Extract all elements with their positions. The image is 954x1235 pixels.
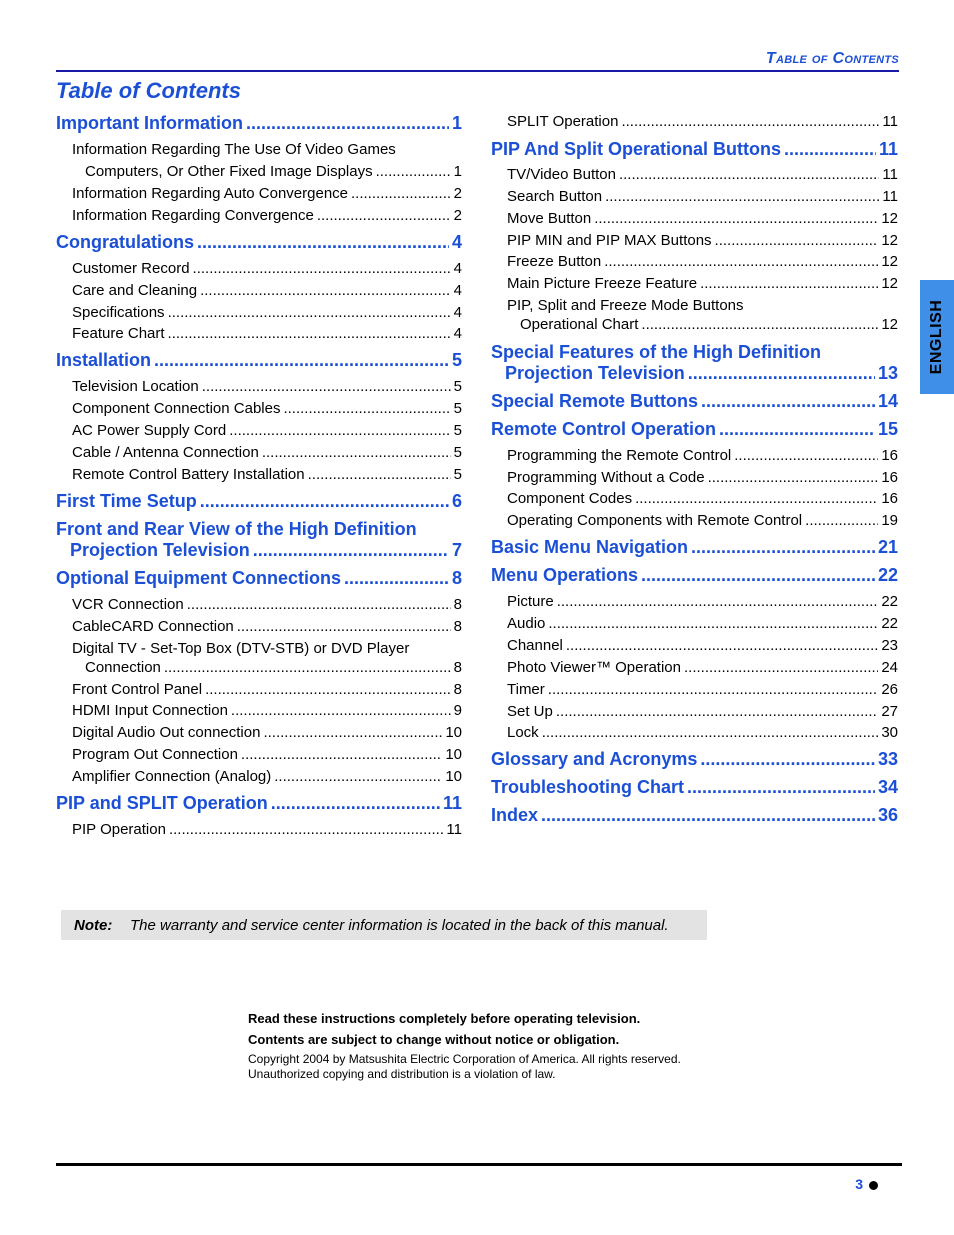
- language-tab: [920, 280, 954, 394]
- toc-page-number: 23: [881, 637, 898, 654]
- toc-entry[interactable]: [507, 447, 898, 467]
- footer-copyright: Copyright 2004 by Matsushita Electric Corporation of America. All rights reserved.: [248, 1052, 681, 1066]
- toc-leader-dots: [715, 232, 879, 249]
- toc-entry[interactable]: [72, 596, 462, 616]
- toc-page-number: 12: [881, 316, 898, 333]
- toc-leader-dots: [344, 568, 449, 589]
- toc-page-number: 5: [453, 378, 462, 395]
- toc-title: SPLIT Operation: [507, 113, 619, 130]
- toc-page-number: 8: [453, 618, 462, 635]
- toc-entry[interactable]: [507, 188, 898, 208]
- toc-page-number: 4: [453, 304, 462, 321]
- toc-title: CableCARD Connection: [72, 618, 234, 635]
- toc-leader-dots: [805, 512, 878, 529]
- toc-title: Audio: [507, 615, 546, 632]
- toc-title: Photo Viewer™ Operation: [507, 659, 681, 676]
- toc-page-number: 11: [882, 166, 898, 183]
- toc-leader-dots: [317, 207, 451, 224]
- toc-leader-dots: [688, 363, 875, 384]
- bottom-rule: [56, 1163, 902, 1166]
- toc-entry[interactable]: [72, 768, 462, 788]
- footer-instructions: Read these instructions completely before operating television.: [248, 1011, 641, 1026]
- toc-entry[interactable]: [72, 378, 462, 398]
- toc-leader-dots: [621, 113, 879, 130]
- toc-page-number: 5: [451, 350, 462, 370]
- note-text: The warranty and service center information is located in the back of this manual.: [130, 916, 669, 934]
- toc-entry[interactable]: [507, 232, 898, 252]
- toc-entry[interactable]: [72, 681, 462, 701]
- toc-title: Program Out Connection: [72, 746, 238, 763]
- toc-page-number: 11: [442, 793, 462, 813]
- toc-entry[interactable]: [72, 325, 462, 345]
- note-label: Note:: [74, 916, 113, 934]
- toc-leader-dots: [641, 316, 878, 333]
- toc-page-number: 9: [453, 702, 462, 719]
- toc-page-number: 12: [881, 253, 898, 270]
- toc-title: PIP and SPLIT Operation: [56, 793, 268, 813]
- toc-title: Optional Equipment Connections: [56, 568, 341, 588]
- toc-entry[interactable]: [507, 703, 898, 723]
- toc-page-number: 22: [877, 565, 898, 585]
- toc-title: Information Regarding Convergence: [72, 207, 314, 224]
- toc-page-number: 5: [453, 444, 462, 461]
- toc-page-number: 11: [446, 821, 462, 838]
- toc-title: TV/Video Button: [507, 166, 616, 183]
- running-head: Table of Contents: [56, 50, 899, 72]
- toc-leader-dots: [566, 637, 878, 654]
- toc-page-number: 10: [445, 724, 462, 741]
- toc-heading[interactable]: [491, 565, 898, 587]
- toc-page-number: 5: [453, 400, 462, 417]
- toc-heading[interactable]: [491, 139, 898, 161]
- toc-entry[interactable]: [507, 615, 898, 635]
- toc-leader-dots: [376, 163, 451, 180]
- toc-title: Feature Chart: [72, 325, 165, 342]
- toc-leader-dots: [229, 422, 450, 439]
- toc-entry[interactable]: [507, 512, 898, 532]
- toc-title: Picture: [507, 593, 554, 610]
- toc-heading[interactable]: [56, 113, 462, 135]
- toc-heading-line: Special Features of the High Definition: [491, 342, 822, 362]
- toc-page-number: 4: [453, 325, 462, 342]
- toc-title: HDMI Input Connection: [72, 702, 228, 719]
- toc-leader-dots: [351, 185, 451, 202]
- toc-title: VCR Connection: [72, 596, 184, 613]
- toc-title: Set Up: [507, 703, 553, 720]
- toc-page-number: 16: [881, 447, 898, 464]
- toc-entry[interactable]: [72, 724, 462, 744]
- toc-page-number: 8: [453, 596, 462, 613]
- toc-title: Remote Control Battery Installation: [72, 466, 305, 483]
- toc-title: Search Button: [507, 188, 603, 205]
- toc-title: Basic Menu Navigation: [491, 537, 689, 557]
- toc-entry[interactable]: [72, 282, 462, 302]
- toc-title: Television Location: [72, 378, 199, 395]
- toc-leader-dots: [168, 325, 451, 342]
- toc-leader-dots: [200, 282, 451, 299]
- toc-title: Special Remote Buttons: [491, 391, 699, 411]
- toc-entry[interactable]: [507, 681, 898, 701]
- toc-page-number: 27: [881, 703, 898, 720]
- toc-heading[interactable]: [70, 540, 462, 562]
- toc-entry[interactable]: [507, 724, 898, 744]
- toc-title: Amplifier Connection (Analog): [72, 768, 272, 785]
- toc-leader-dots: [271, 793, 440, 814]
- toc-leader-dots: [548, 681, 879, 698]
- toc-title: PIP MIN and PIP MAX Buttons: [507, 232, 712, 249]
- toc-leader-dots: [684, 659, 878, 676]
- toc-leader-dots: [594, 210, 878, 227]
- toc-title: Menu Operations: [491, 565, 639, 585]
- toc-entry[interactable]: [507, 659, 898, 679]
- toc-title: Component Connection Cables: [72, 400, 281, 417]
- toc-page-number: 34: [877, 777, 898, 797]
- toc-entry[interactable]: [520, 316, 898, 336]
- page-title: Table of Contents: [56, 78, 241, 103]
- toc-title: Connection: [85, 659, 161, 676]
- toc-leader-dots: [263, 724, 442, 741]
- toc-entry[interactable]: [85, 659, 462, 679]
- toc-title: Move Button: [507, 210, 592, 227]
- toc-page-number: 6: [451, 491, 462, 511]
- toc-page-number: 12: [881, 232, 898, 249]
- note-box: [61, 910, 707, 940]
- language-tab-label: ENGLISH: [928, 299, 945, 375]
- toc-heading[interactable]: [56, 793, 462, 815]
- toc-title: Programming Without a Code: [507, 469, 705, 486]
- toc-page-number: 4: [451, 232, 462, 252]
- toc-page-number: 24: [881, 659, 898, 676]
- toc-leader-dots: [556, 703, 878, 720]
- toc-leader-dots: [202, 378, 451, 395]
- toc-leader-dots: [548, 615, 878, 632]
- toc-leader-dots: [262, 444, 451, 461]
- toc-title: Installation: [56, 350, 152, 370]
- toc-leader-dots: [231, 702, 451, 719]
- toc-page-number: 10: [445, 746, 462, 763]
- toc-page-number: 4: [453, 260, 462, 277]
- toc-entry[interactable]: [507, 469, 898, 489]
- toc-entry[interactable]: [507, 113, 898, 133]
- toc-title: Digital Audio Out connection: [72, 724, 261, 741]
- toc-page-number: 2: [453, 207, 462, 224]
- toc-entry[interactable]: [72, 185, 462, 205]
- toc-heading[interactable]: [491, 749, 898, 771]
- toc-entry[interactable]: [507, 637, 898, 657]
- toc-leader-dots: [205, 681, 451, 698]
- toc-title: PIP And Split Operational Buttons: [491, 139, 782, 159]
- toc-heading[interactable]: [491, 419, 898, 441]
- toc-heading[interactable]: [491, 391, 898, 413]
- toc-title: AC Power Supply Cord: [72, 422, 227, 439]
- toc-heading[interactable]: [56, 350, 462, 372]
- toc-title: Congratulations: [56, 232, 194, 252]
- toc-page-number: 1: [453, 163, 462, 180]
- page-number: 3: [855, 1176, 878, 1192]
- toc-leader-dots: [734, 447, 878, 464]
- toc-page-number: 1: [451, 113, 462, 133]
- footer-unauthorized: Unauthorized copying and distribution is a violation of law.: [248, 1067, 556, 1081]
- toc-leader-dots: [557, 593, 879, 610]
- toc-entry[interactable]: [72, 746, 462, 766]
- toc-entry[interactable]: [72, 821, 462, 841]
- toc-page-number: 7: [451, 540, 462, 560]
- toc-title: Cable / Antenna Connection: [72, 444, 259, 461]
- toc-title: Important Information: [56, 113, 243, 133]
- toc-entry-line: Digital TV - Set-Top Box (DTV-STB) or DVD Player: [72, 640, 410, 657]
- toc-entry[interactable]: [85, 163, 462, 183]
- toc-title: Front Control Panel: [72, 681, 203, 698]
- toc-title: Projection Television: [70, 540, 250, 560]
- toc-leader-dots: [241, 746, 442, 763]
- toc-page-number: 5: [453, 422, 462, 439]
- toc-title: Care and Cleaning: [72, 282, 198, 299]
- toc-leader-dots: [283, 400, 450, 417]
- toc-leader-dots: [635, 490, 878, 507]
- toc-page-number: 8: [451, 568, 462, 588]
- toc-leader-dots: [784, 139, 876, 160]
- toc-leader-dots: [187, 596, 451, 613]
- toc-heading[interactable]: [491, 777, 898, 799]
- toc-entry[interactable]: [507, 275, 898, 295]
- toc-page-number: 22: [881, 615, 898, 632]
- toc-title: Lock: [507, 724, 539, 741]
- toc-page-number: 12: [881, 275, 898, 292]
- toc-page-number: 16: [881, 490, 898, 507]
- toc-leader-dots: [169, 821, 443, 838]
- toc-leader-dots: [164, 659, 451, 676]
- toc-leader-dots: [200, 491, 449, 512]
- toc-entry[interactable]: [72, 466, 462, 486]
- toc-title: Programming the Remote Control: [507, 447, 732, 464]
- toc-entry[interactable]: [72, 304, 462, 324]
- toc-entry[interactable]: [507, 593, 898, 613]
- toc-heading-line: Front and Rear View of the High Definition: [56, 519, 417, 539]
- toc-leader-dots: [604, 253, 878, 270]
- toc-entry[interactable]: [507, 490, 898, 510]
- toc-title: Computers, Or Other Fixed Image Displays: [85, 163, 373, 180]
- toc-leader-dots: [541, 805, 875, 826]
- toc-leader-dots: [253, 540, 449, 561]
- toc-page-number: 8: [453, 681, 462, 698]
- toc-page-number: 2: [453, 185, 462, 202]
- toc-leader-dots: [691, 537, 875, 558]
- toc-page-number: 11: [882, 113, 898, 130]
- toc-entry[interactable]: [72, 400, 462, 420]
- toc-page-number: 16: [881, 469, 898, 486]
- toc-leader-dots: [687, 777, 875, 798]
- toc-title: First Time Setup: [56, 491, 197, 511]
- toc-title: Channel: [507, 637, 563, 654]
- toc-title: Specifications: [72, 304, 165, 321]
- toc-title: Main Picture Freeze Feature: [507, 275, 698, 292]
- toc-page-number: 5: [453, 466, 462, 483]
- toc-title: Information Regarding Auto Convergence: [72, 185, 349, 202]
- toc-page-number: 10: [445, 768, 462, 785]
- toc-title: Glossary and Acronyms: [491, 749, 698, 769]
- toc-entry[interactable]: [507, 166, 898, 186]
- toc-leader-dots: [168, 304, 451, 321]
- toc-title: Troubleshooting Chart: [491, 777, 684, 797]
- toc-entry[interactable]: [72, 618, 462, 638]
- toc-entry[interactable]: [72, 207, 462, 227]
- toc-entry[interactable]: [72, 422, 462, 442]
- toc-title: PIP Operation: [72, 821, 166, 838]
- toc-leader-dots: [193, 260, 451, 277]
- toc-title: Projection Television: [505, 363, 685, 383]
- toc-page-number: 21: [877, 537, 898, 557]
- footer-change-notice: Contents are subject to change without notice or obligation.: [248, 1032, 620, 1047]
- toc-leader-dots: [605, 188, 879, 205]
- toc-page-number: 11: [878, 139, 898, 159]
- toc-entry-line: PIP, Split and Freeze Mode Buttons: [507, 297, 744, 314]
- toc-page-number: 13: [877, 363, 898, 383]
- toc-leader-dots: [274, 768, 442, 785]
- toc-title: Customer Record: [72, 260, 190, 277]
- toc-heading[interactable]: [491, 537, 898, 559]
- toc-page-number: 4: [453, 282, 462, 299]
- toc-page-number: 12: [881, 210, 898, 227]
- toc-heading[interactable]: [491, 805, 898, 827]
- toc-heading[interactable]: [56, 232, 462, 254]
- toc-title: Timer: [507, 681, 545, 698]
- toc-heading[interactable]: [56, 491, 462, 513]
- toc-page-number: 8: [453, 659, 462, 676]
- toc-entry[interactable]: [507, 210, 898, 230]
- toc-leader-dots: [154, 350, 449, 371]
- toc-entry-line: Information Regarding The Use Of Video Games: [72, 141, 396, 158]
- toc-title: Remote Control Operation: [491, 419, 717, 439]
- toc-leader-dots: [701, 391, 875, 412]
- toc-page-number: 14: [877, 391, 898, 411]
- toc-heading[interactable]: [505, 363, 898, 385]
- toc-page-number: 26: [881, 681, 898, 698]
- toc-page-number: 30: [881, 724, 898, 741]
- toc-leader-dots: [700, 749, 875, 770]
- toc-title: Operating Components with Remote Control: [507, 512, 803, 529]
- toc-page-number: 22: [881, 593, 898, 610]
- toc-page-number: 19: [881, 512, 898, 529]
- toc-leader-dots: [708, 469, 879, 486]
- toc-title: Index: [491, 805, 539, 825]
- toc-page-number: 36: [877, 805, 898, 825]
- toc-leader-dots: [197, 232, 449, 253]
- toc-page-number: 33: [877, 749, 898, 769]
- toc-leader-dots: [308, 466, 451, 483]
- toc-entry[interactable]: [72, 444, 462, 464]
- toc-page-number: 15: [877, 419, 898, 439]
- toc-title: Freeze Button: [507, 253, 602, 270]
- toc-leader-dots: [542, 724, 879, 741]
- toc-leader-dots: [700, 275, 878, 292]
- toc-leader-dots: [246, 113, 449, 134]
- toc-entry[interactable]: [72, 702, 462, 722]
- toc-leader-dots: [619, 166, 879, 183]
- toc-title: Component Codes: [507, 490, 633, 507]
- toc-heading[interactable]: [56, 568, 462, 590]
- toc-title: Operational Chart: [520, 316, 639, 333]
- toc-leader-dots: [237, 618, 451, 635]
- toc-entry[interactable]: [72, 260, 462, 280]
- toc-page-number: 11: [882, 188, 898, 205]
- toc-entry[interactable]: [507, 253, 898, 273]
- toc-leader-dots: [641, 565, 875, 586]
- toc-leader-dots: [719, 419, 875, 440]
- bullet-icon: [869, 1181, 878, 1190]
